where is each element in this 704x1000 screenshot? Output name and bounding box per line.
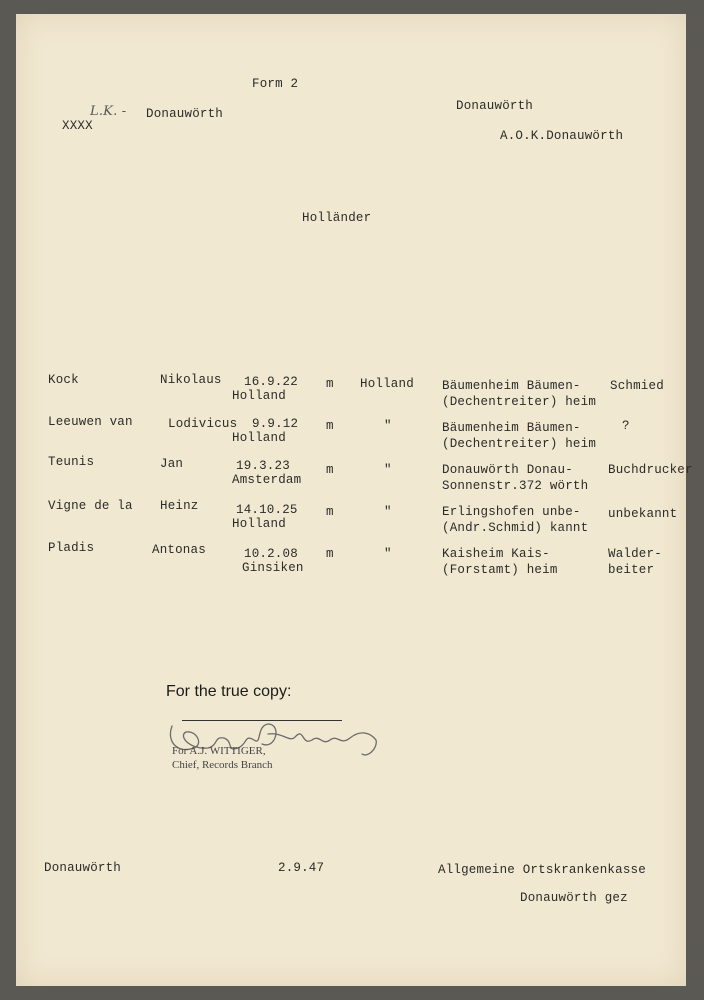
birth-date: 16.9.22	[244, 375, 298, 389]
nationality: "	[384, 463, 392, 477]
surname: Leeuwen van	[48, 415, 133, 429]
occupation: unbekannt	[608, 507, 678, 521]
address-line-2: (Dechentreiter) heim	[442, 437, 597, 451]
surname: Teunis	[48, 455, 95, 469]
document-page	[16, 14, 693, 986]
birthplace: Holland	[232, 431, 286, 445]
xxxx-mark: XXXX	[62, 119, 93, 133]
footer-date: 2.9.47	[278, 861, 325, 875]
forename: Lodivicus	[168, 417, 238, 431]
records-branch-line: Chief, Records Branch	[172, 759, 273, 771]
for-line: For A.J. WITTIGER,	[172, 745, 266, 757]
birthplace: Holland	[232, 517, 286, 531]
birthplace: Holland	[232, 389, 286, 403]
address-line-1: Bäumenheim Bäumen-	[442, 421, 581, 435]
left-location: Donauwörth	[146, 107, 224, 121]
form-label: Form 2	[252, 77, 299, 91]
surname: Pladis	[48, 541, 95, 555]
surname: Vigne de la	[48, 499, 133, 513]
birthplace: Amsterdam	[232, 473, 302, 487]
sex: m	[326, 419, 334, 433]
surname: Kock	[48, 373, 79, 387]
occupation: Schmied	[610, 379, 664, 393]
address-line-2: (Forstamt) heim	[442, 563, 558, 577]
birth-date: 19.3.23	[236, 459, 290, 473]
address-line-2: Sonnenstr.372 wörth	[442, 479, 589, 493]
address-line-1: Bäumenheim Bäumen-	[442, 379, 581, 393]
certification-heading: For the true copy:	[166, 683, 292, 700]
footer-organization: Allgemeine Ortskrankenkasse	[438, 863, 646, 877]
nationality: "	[384, 419, 392, 433]
occupation: Buchdrucker	[608, 463, 693, 477]
right-location: Donauwörth	[456, 99, 534, 113]
sex: m	[326, 377, 334, 391]
address-line-2: (Andr.Schmid) kannt	[442, 521, 589, 535]
birthplace: Ginsiken	[242, 561, 304, 575]
birth-date: 10.2.08	[244, 547, 298, 561]
sex: m	[326, 505, 334, 519]
birth-date: 9.9.12	[252, 417, 299, 431]
address-line-1: Kaisheim Kais-	[442, 547, 550, 561]
address-line-2: (Dechentreiter) heim	[442, 395, 597, 409]
nationality: "	[384, 505, 392, 519]
nationality: Holland	[360, 377, 414, 391]
right-office: A.O.K.Donauwörth	[500, 129, 624, 143]
address-line-1: Erlingshofen unbe-	[442, 505, 581, 519]
document-title: Holländer	[302, 211, 372, 225]
nationality: "	[384, 547, 392, 561]
forename: Jan	[160, 457, 184, 471]
occupation: ?	[622, 419, 630, 433]
birth-date: 14.10.25	[236, 503, 298, 517]
sex: m	[326, 547, 334, 561]
address-line-1: Donauwörth Donau-	[442, 463, 573, 477]
occupation: Walder-	[608, 547, 662, 561]
occupation-line-2: beiter	[608, 563, 655, 577]
forename: Nikolaus	[160, 373, 222, 387]
footer-location: Donauwörth	[44, 861, 122, 875]
sex: m	[326, 463, 334, 477]
footer-signature-line: Donauwörth gez	[520, 891, 628, 905]
forename: Heinz	[160, 499, 199, 513]
handwritten-lk: L.K. -	[90, 104, 127, 119]
forename: Antonas	[152, 543, 206, 557]
